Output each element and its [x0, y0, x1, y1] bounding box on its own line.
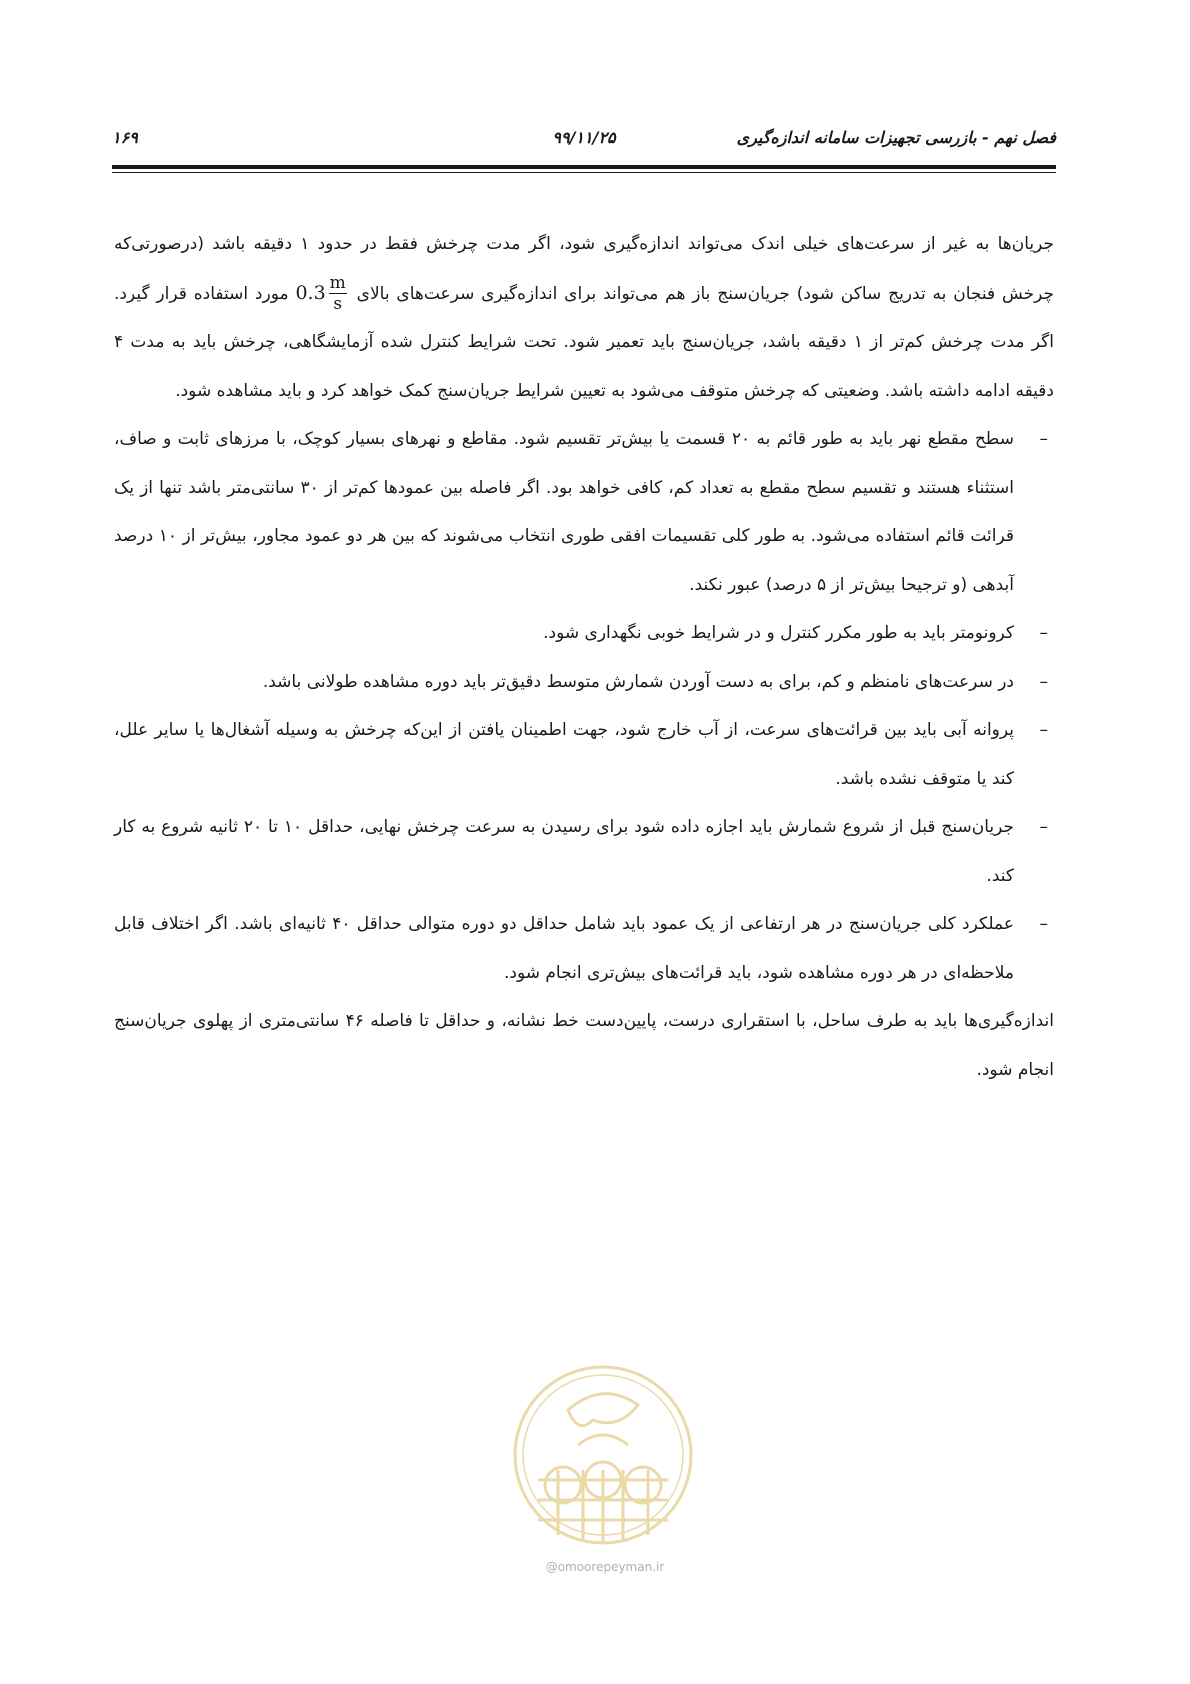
intro-text-a: جریان‌ها به غیر از سرعت‌های خیلی اندک می‌تواند اندازه‌گیری شود، اگر مدت چرخش فقط در حدود ۱ دقیقه باشد (درصورتی‌که چرخش فنجان به تدریج ساکن شود) جریان‌سنج باز هم می‌تواند برای اندازه‌گیری سرعت‌های بالای	[114, 234, 1055, 304]
unit-fraction	[329, 273, 347, 314]
page-number: ۱۶۹	[112, 128, 138, 147]
list-item-text: سطح مقطع نهر باید به طور قائم به ۲۰ قسمت یا بیش‌تر تقسیم شود. مقاطع و نهرهای بسیار کوچک، با مرزهای ثابت و صاف، استثناء هستند و تقسیم سطح مقطع به تعداد کم، کافی خواهد بود. اگر فاصله بین عمودها کم‌تر از ۳۰ سانتی‌متر باشد تنها از یک قرائت قائم استفاده می‌شود. به طور کلی تقسیمات افقی طوری انتخاب می‌شوند که بین هر دو عمود مجاور، بیش‌تر از ۱۰ درصد آبدهی (و ترجیحا بیش‌تر از ۵ درصد) عبور نکند.	[114, 429, 1014, 595]
list-item	[114, 803, 1054, 900]
header-date: ۹۹/۱۱/۲۵	[552, 128, 616, 147]
list-item	[114, 609, 1054, 658]
list-item-text: پروانه آبی باید بین قرائت‌های سرعت، از آب خارج شود، جهت اطمینان یافتن از این‌که چرخش به وسیله آشغال‌ها یا سایر علل، کند یا متوقف نشده باشد.	[114, 720, 1014, 789]
velocity-value: 0.3	[295, 281, 326, 304]
intro-paragraph	[114, 220, 1054, 415]
velocity-formula	[295, 269, 349, 319]
list-item	[114, 706, 1054, 803]
dash-bullet: –	[1039, 914, 1048, 934]
header-rule-thick	[112, 165, 1056, 169]
closing-paragraph: اندازه‌گیری‌ها باید به طرف ساحل، با استقراری درست، پایین‌دست خط نشانه، و حداقل تا فاصله ۴۶ سانتی‌متری از پهلوی جریان‌سنج انجام شود.	[114, 1011, 1054, 1080]
watermark-logo	[508, 1360, 698, 1550]
dash-bullet: –	[1039, 671, 1048, 692]
list-item-text: در سرعت‌های نامنظم و کم، برای به دست آوردن شمارش متوسط دقیق‌تر باید دوره مشاهده طولانی باشد.	[262, 671, 1014, 692]
page-header	[112, 128, 1056, 156]
unit-numerator: m	[329, 273, 346, 293]
unit-denominator: s	[333, 294, 343, 314]
dash-bullet: –	[1039, 720, 1048, 740]
watermark-site: @omoorepeyman.ir	[545, 1560, 665, 1574]
list-item	[114, 415, 1054, 609]
body-text	[114, 220, 1054, 1094]
list-item-text: کرونومتر باید به طور مکرر کنترل و در شرایط خوبی نگهداری شود.	[543, 623, 1014, 643]
chapter-title: فصل نهم - بازرسی تجهیزات سامانه اندازه‌گیری	[736, 128, 1056, 147]
dash-bullet: –	[1039, 817, 1048, 837]
dash-bullet: –	[1039, 429, 1048, 449]
header-rule-thin	[112, 172, 1056, 173]
requirements-list	[114, 415, 1054, 997]
intro-text-b: مورد استفاده قرار گیرد. اگر مدت چرخش کم‌تر از ۱ دقیقه باشد، جریان‌سنج باید تعمیر شود. تحت شرایط کنترل شده آزمایشگاهی، چرخش باید به مدت ۴ دقیقه ادامه داشته باشد. وضعیتی که چرخش متوقف می‌شود به تعیین شرایط جریان‌سنج کمک خواهد کرد و باید مشاهده شود.	[114, 283, 1054, 401]
list-item-text: جریان‌سنج قبل از شروع شمارش باید اجازه داده شود برای رسیدن به سرعت چرخش نهایی، حداقل ۱۰ تا ۲۰ ثانیه شروع به کار کند.	[114, 817, 1015, 886]
list-item	[114, 658, 1054, 707]
dash-bullet: –	[1039, 623, 1048, 643]
list-item	[114, 900, 1054, 997]
list-item-text: عملکرد کلی جریان‌سنج در هر ارتفاعی از یک عمود باید شامل حداقل دو دوره متوالی حداقل ۴۰ ثانیه‌ای باشد. اگر اختلاف قابل ملاحظه‌ای در هر دوره مشاهده شود، باید قرائت‌های بیش‌تری انجام شود.	[114, 914, 1014, 983]
